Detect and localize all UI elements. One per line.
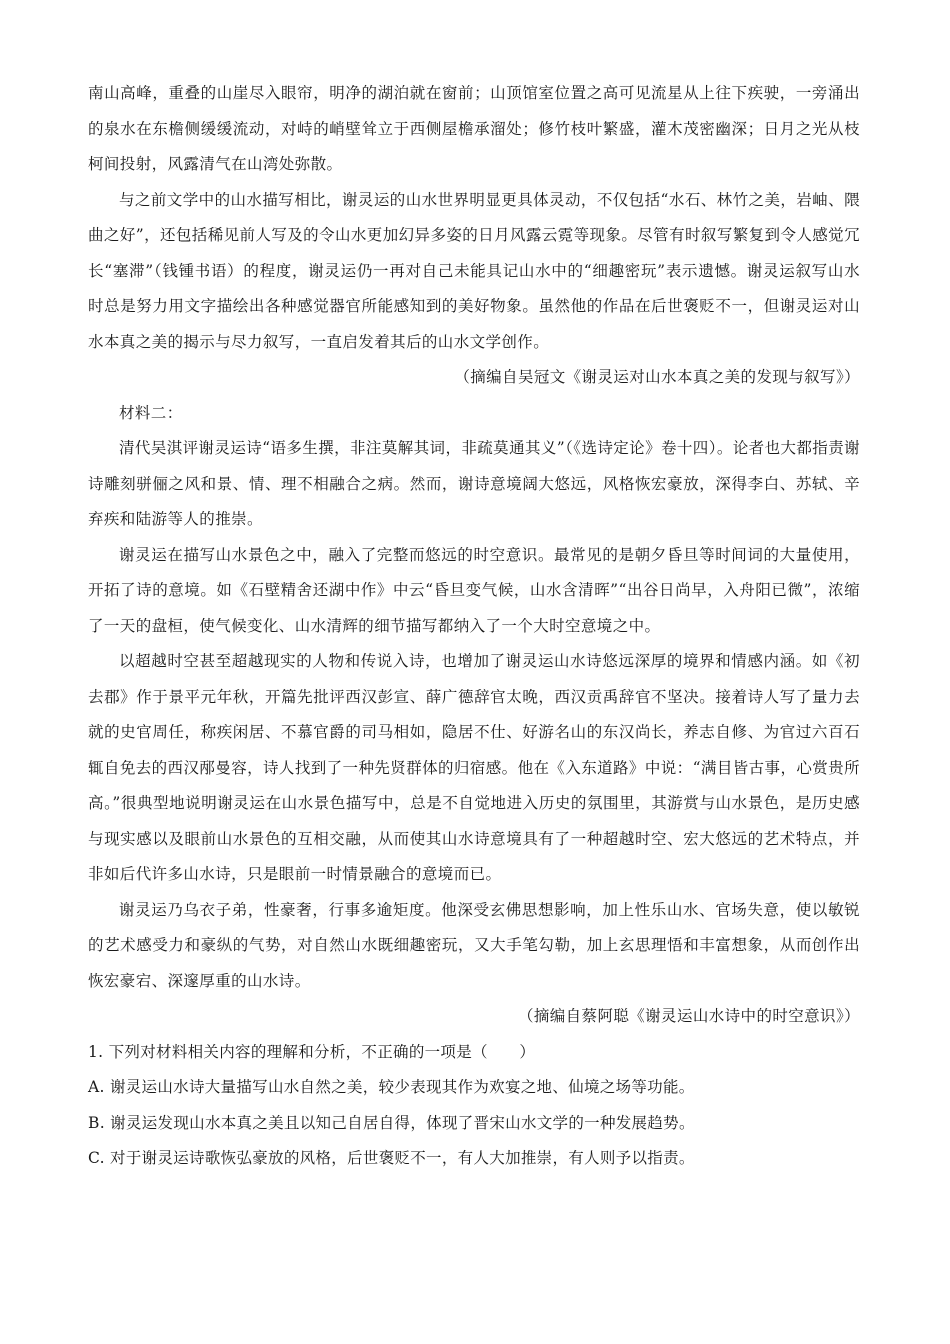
document-page bbox=[88, 76, 860, 1177]
question-stem: 1. 下列对材料相关内容的理解和分析，不正确的一项是（ ） bbox=[88, 1042, 536, 1061]
material-two-paragraph-1: 清代吴淇评谢灵运诗“语多生撰，非注莫解其词，非疏莫通其义”（《选诗定论》卷十四）。论者也大都指责谢诗雕刻骈俪之风和景、情、理不相融合之病。然而，谢诗意境阔大悠远，风格恢宏豪放，深得李白、苏轼、辛弃疾和陆游等人的推崇。 bbox=[88, 439, 860, 528]
material-two-heading: 材料二： bbox=[119, 403, 183, 422]
material-two-paragraph-4: 谢灵运乃乌衣子弟，性豪奢，行事多逾矩度。他深受玄佛思想影响，加上性乐山水、官场失意，使以敏锐的艺术感受力和豪纵的气势，对自然山水既细趣密玩，又大手笔勾勒，加上玄思理悟和丰富想象，从而创作出恢宏豪宕、深邃厚重的山水诗。 bbox=[88, 900, 860, 990]
material-two-paragraph-3: 以超越时空甚至超越现实的人物和传说入诗，也增加了谢灵运山水诗悠远深厚的境界和情感内涵。如《初去郡》作于景平元年秋，开篇先批评西汉彭宣、薛广德辞官太晚，西汉贡禹辞官不坚决。接着诗人写了量力去就的史官周任，称疾闲居、不慕官爵的司马相如，隐居不仕、好游名山的东汉尚长，养志自修、为官过六百石辄自免去的西汉邴曼容，诗人找到了一种先贤群体的归宿感。他在《入东道路》中说：“满目皆古事，心赏贵所高。”很典型地说明谢灵运在山水景色描写中，总是不自觉地进入历史的氛围里，其游赏与山水景色，是历史感与现实感以及眼前山水景色的互相交融，从而使其山水诗意境具有了一种超越时空、宏大悠远的艺术特点，并非如后代许多山水诗，只是眼前一时情景融合的意境而已。 bbox=[88, 652, 860, 883]
option-b[interactable]: B. 谢灵运发现山水本真之美且以知己自居自得，体现了晋宋山水文学的一种发展趋势。 bbox=[88, 1113, 695, 1132]
material-two-source: （摘编自蔡阿聪《谢灵运山水诗中的时空意识》） bbox=[517, 1007, 860, 1025]
material-one-paragraph-1: 南山高峰，重叠的山崖尽入眼帘，明净的湖泊就在窗前；山顶馆室位置之高可见流星从上往下疾驶，一旁涌出的泉水在东檐侧缓缓流动，对峙的峭壁耸立于西侧屋檐承溜处；修竹枝叶繁盛，灌木茂密幽深；日月之光从枝柯间投射，风露清气在山湾处弥散。 bbox=[88, 84, 860, 173]
option-a[interactable]: A. 谢灵运山水诗大量描写山水自然之美，较少表现其作为欢宴之地、仙境之场等功能。 bbox=[88, 1078, 695, 1096]
option-c[interactable]: C. 对于谢灵运诗歌恢弘豪放的风格，后世褒贬不一，有人大加推崇，有人则予以指责。 bbox=[88, 1149, 695, 1167]
material-one-paragraph-2: 与之前文学中的山水描写相比，谢灵运的山水世界明显更具体灵动，不仅包括“水石、林竹之美，岩岫、隈曲之好”，还包括稀见前人写及的令山水更加幻异多姿的日月风露云霓等现象。尽管有时叙写繁复到令人感觉冗长“塞滞”（钱锺书语）的程度，谢灵运仍一再对自己未能具记山水中的“细趣密玩”表示遗憾。谢灵运叙写山水时总是努力用文字描绘出各种感觉器官所能感知到的美好物象。虽然他的作品在后世褒贬不一，但谢灵运对山水本真之美的揭示与尽力叙写，一直启发着其后的山水文学创作。 bbox=[88, 190, 860, 351]
material-two-paragraph-2: 谢灵运在描写山水景色之中，融入了完整而悠远的时空意识。最常见的是朝夕昏旦等时间词的大量使用，开拓了诗的意境。如《石壁精舍还湖中作》中云“昏旦变气候，山水含清晖”“出谷日尚早，入舟阳已微”，浓缩了一天的盘桓，使气候变化、山水清辉的细节描写都纳入了一个大时空意境之中。 bbox=[88, 545, 860, 635]
material-one-source: （摘编自吴冠文《谢灵运对山水本真之美的发现与叙写》） bbox=[454, 368, 860, 386]
